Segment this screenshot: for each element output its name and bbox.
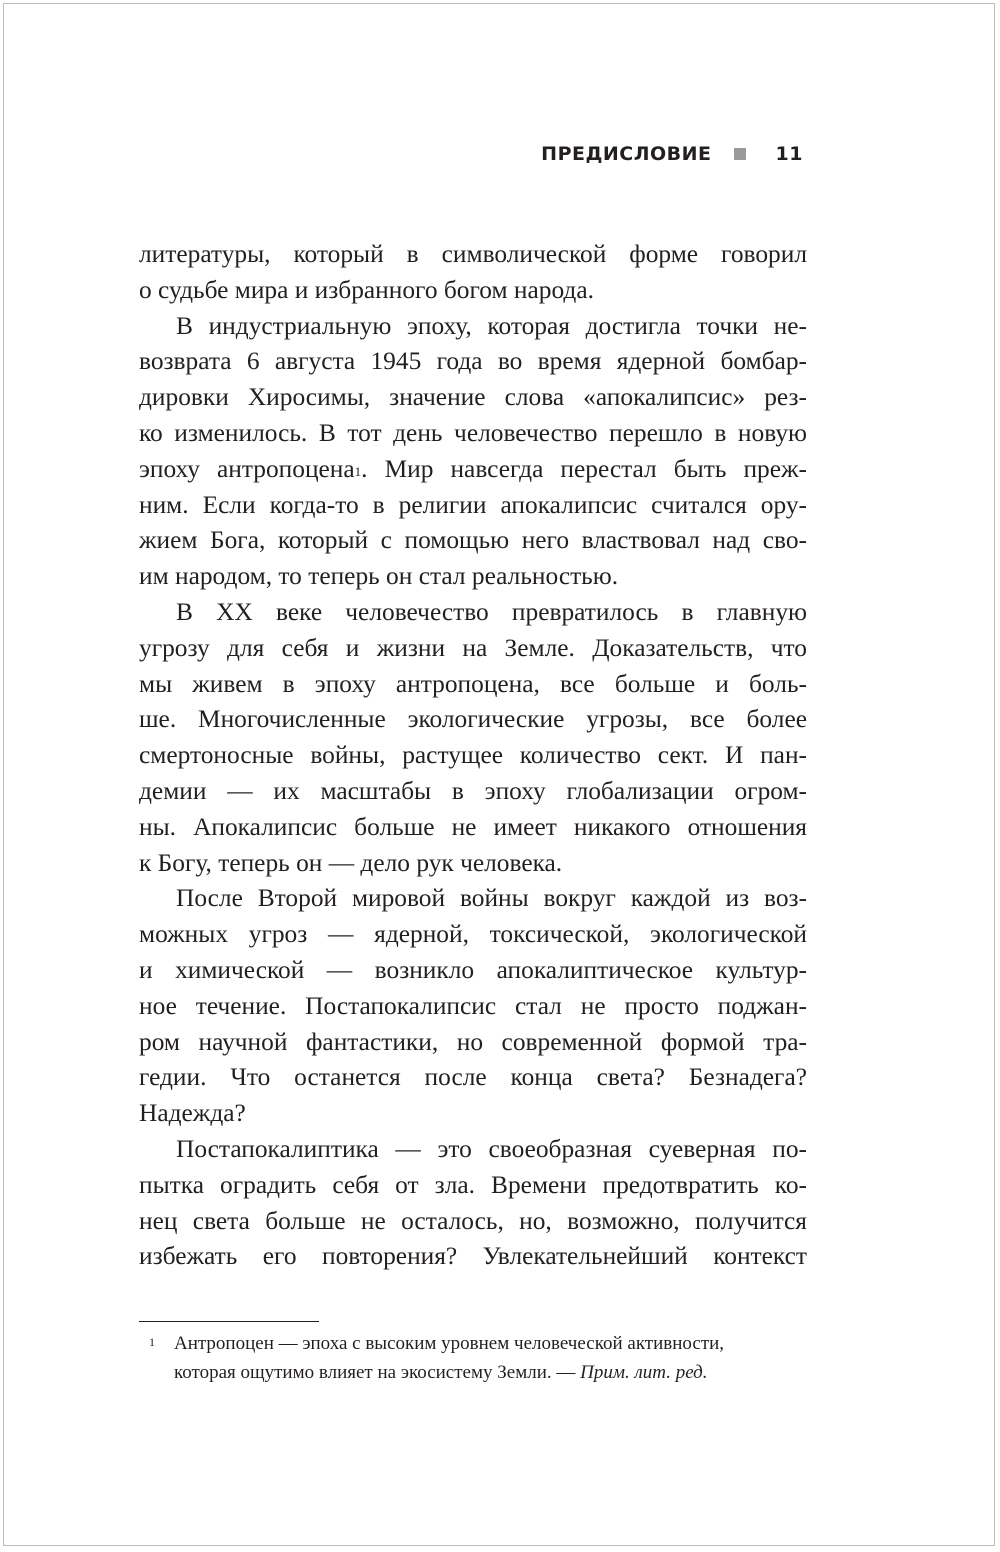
text-line: угрозу для себя и жизни на Земле. Доказательств, что [139,633,807,662]
text-fragment: эпоху антропоцена [139,454,355,483]
running-header [541,143,803,165]
text-line: дировки Хиросимы, значение слова «апокалипсис» рез- [139,383,807,412]
text-line: им народом, то теперь он стал реальностью. [139,562,619,591]
text-line: литературы, который в символической форме говорил [139,240,807,268]
text-line: Постапокалиптика — это своеобразная суеверная по- [176,1134,807,1163]
footnote-line [174,1359,807,1388]
text-line: пытка оградить себя от зла. Времени предотвратить ко- [139,1170,807,1199]
text-line: гедии. Что останется после конца света? Безнадега? [139,1063,807,1092]
text-line: После Второй мировой войны вокруг каждой из воз- [176,884,807,913]
text-line: ны. Апокалипсис больше не имеет никакого отношения [139,812,807,841]
text-line: Надежда? [139,1099,246,1128]
footnote-text: которая ощутимо влияет на экосистему Земли. — [174,1361,581,1383]
text-line: В индустриальную эпоху, которая достигла точки не- [176,311,807,340]
separator-square-icon [734,148,746,160]
footnote-marker: 1 [149,1335,155,1349]
editor-note: Прим. лит. ред. [580,1361,708,1383]
text-line: В XX веке человечество превратилось в главную [176,597,807,626]
text-line: возврата 6 августа 1945 года во время ядерной бомбар- [139,347,807,376]
text-line: ром научной фантастики, но современной формой тра- [139,1027,807,1056]
footnote-reference: 1 [354,463,362,479]
text-line: ше. Многочисленные экологические угрозы, все более [139,705,807,734]
footnote-line: Антропоцен — эпоха с высоким уровнем человеческой активности, [174,1333,725,1354]
text-line: демии — их масштабы в эпоху глобализации огром- [139,776,807,805]
page-number: 11 [775,143,803,165]
text-line: избежать его повторения? Увлекательнейший контекст [139,1242,807,1271]
body-text [139,237,807,1275]
footnote [139,1330,807,1387]
chapter-title: ПРЕДИСЛОВИЕ [541,143,712,165]
text-line: ним. Если когда-то в религии апокалипсис считался ору- [139,490,807,519]
text-line: мы живем в эпоху антропоцена, все больше и боль- [139,669,807,698]
text-line: и химической — возникло апокалиптическое культур- [139,955,807,984]
text-line: можных угроз — ядерной, токсической, экологической [139,920,807,949]
text-line: нец света больше не осталось, но, возможно, получится [139,1206,807,1235]
text-line: ко изменилось. В тот день человечество перешло в новую [139,418,807,447]
text-line: о судьбе мира и избранного богом народа. [139,275,594,304]
footnote-body [139,1330,807,1387]
footnote-divider [139,1321,319,1322]
text-line: смертоносные войны, растущее количество сект. И пан- [139,741,807,770]
text-line: ное течение. Постапокалипсис стал не просто поджан- [139,991,807,1020]
text-fragment: . Мир навсегда перестал быть преж- [361,454,807,483]
text-line: жием Бога, который с помощью него властвовал над сво- [139,526,807,555]
text-line: к Богу, теперь он — дело рук человека. [139,848,563,877]
text-line-with-footnote [139,452,807,488]
